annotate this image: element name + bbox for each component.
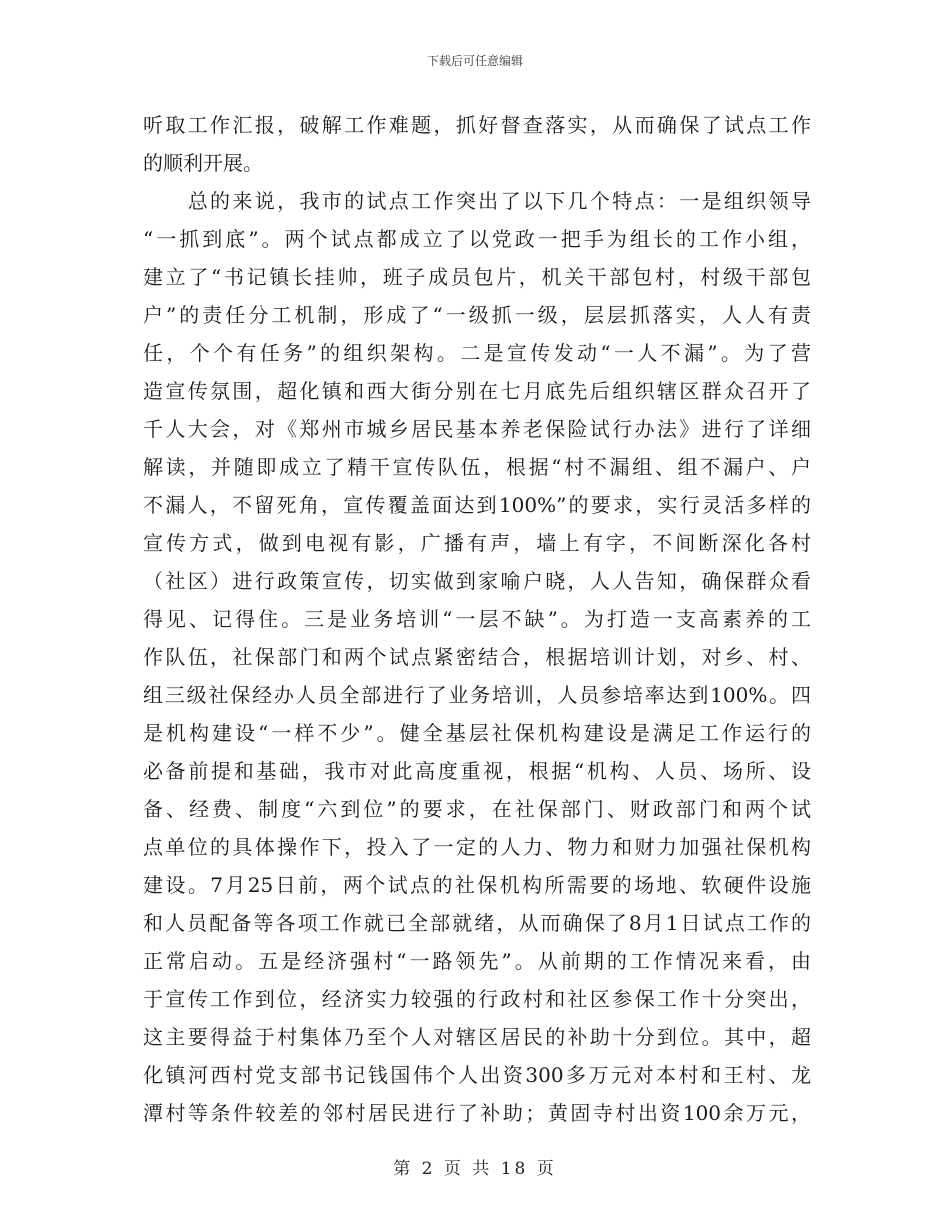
text-line: 不漏人，不留死角，宣传覆盖面达到100%”的要求，实行灵活多样的 bbox=[143, 493, 811, 517]
text-line: 宣传方式，做到电视有影，广播有声，墙上有字，不间断深化各村 bbox=[143, 531, 811, 555]
text-line: 总的来说，我市的试点工作突出了以下几个特点：一是组织领导 bbox=[143, 189, 811, 213]
page-header: 下载后可任意编辑 bbox=[426, 54, 523, 68]
text-line: 点单位的具体操作下，投入了一定的人力、物力和财力加强社保机构 bbox=[143, 835, 811, 859]
text-line: 正常启动。五是经济强村“一路领先”。从前期的工作情况来看，由 bbox=[143, 949, 811, 973]
text-line: 造宣传氛围，超化镇和西大街分别在七月底先后组织辖区群众召开了 bbox=[143, 379, 811, 403]
text-line: 建立了“书记镇长挂帅，班子成员包片，机关干部包村，村级干部包 bbox=[143, 265, 811, 289]
text-line: 必备前提和基础，我市对此高度重视，根据“机构、人员、场所、设 bbox=[143, 759, 811, 783]
text-line: 潭村等条件较差的邻村居民进行了补助；黄固寺村出资100余万元， bbox=[143, 1101, 811, 1125]
page-number: 第 2 页 共 18 页 bbox=[393, 1159, 557, 1179]
text-line: 千人大会，对《郑州市城乡居民基本养老保险试行办法》进行了详细 bbox=[143, 417, 811, 441]
text-line: “一抓到底”。两个试点都成立了以党政一把手为组长的工作小组， bbox=[143, 227, 811, 251]
text-line: 和人员配备等各项工作就已全部就绪，从而确保了8月1日试点工作的 bbox=[143, 911, 811, 935]
text-line: 的顺利开展。 bbox=[143, 151, 263, 175]
text-line: 解读，并随即成立了精干宣传队伍，根据“村不漏组、组不漏户、户 bbox=[143, 455, 811, 479]
text-line: 作队伍，社保部门和两个试点紧密结合，根据培训计划，对乡、村、 bbox=[143, 645, 811, 669]
text-line: 任，个个有任务”的组织架构。二是宣传发动“一人不漏”。为了营 bbox=[143, 341, 811, 365]
text-line: 建设。7月25日前，两个试点的社保机构所需要的场地、软硬件设施 bbox=[143, 873, 811, 897]
text-line: 是机构建设“一样不少”。健全基层社保机构建设是满足工作运行的 bbox=[143, 721, 811, 745]
text-line: 户”的责任分工机制，形成了“一级抓一级，层层抓落实，人人有责 bbox=[143, 303, 811, 327]
text-line: 听取工作汇报，破解工作难题，抓好督查落实，从而确保了试点工作 bbox=[143, 113, 811, 137]
text-line: 组三级社保经办人员全部进行了业务培训，人员参培率达到100%。四 bbox=[143, 683, 811, 707]
text-line: 这主要得益于村集体乃至个人对辖区居民的补助十分到位。其中，超 bbox=[143, 1025, 811, 1049]
text-line: 化镇河西村党支部书记钱国伟个人出资300多万元对本村和王村、龙 bbox=[143, 1063, 811, 1087]
document-body bbox=[143, 106, 811, 1132]
text-line: 备、经费、制度“六到位”的要求，在社保部门、财政部门和两个试 bbox=[143, 797, 811, 821]
text-line: 于宣传工作到位，经济实力较强的行政村和社区参保工作十分突出， bbox=[143, 987, 811, 1011]
text-line: 得见、记得住。三是业务培训“一层不缺”。为打造一支高素养的工 bbox=[143, 607, 811, 631]
text-line: （社区）进行政策宣传，切实做到家喻户晓，人人告知，确保群众看 bbox=[143, 569, 811, 593]
